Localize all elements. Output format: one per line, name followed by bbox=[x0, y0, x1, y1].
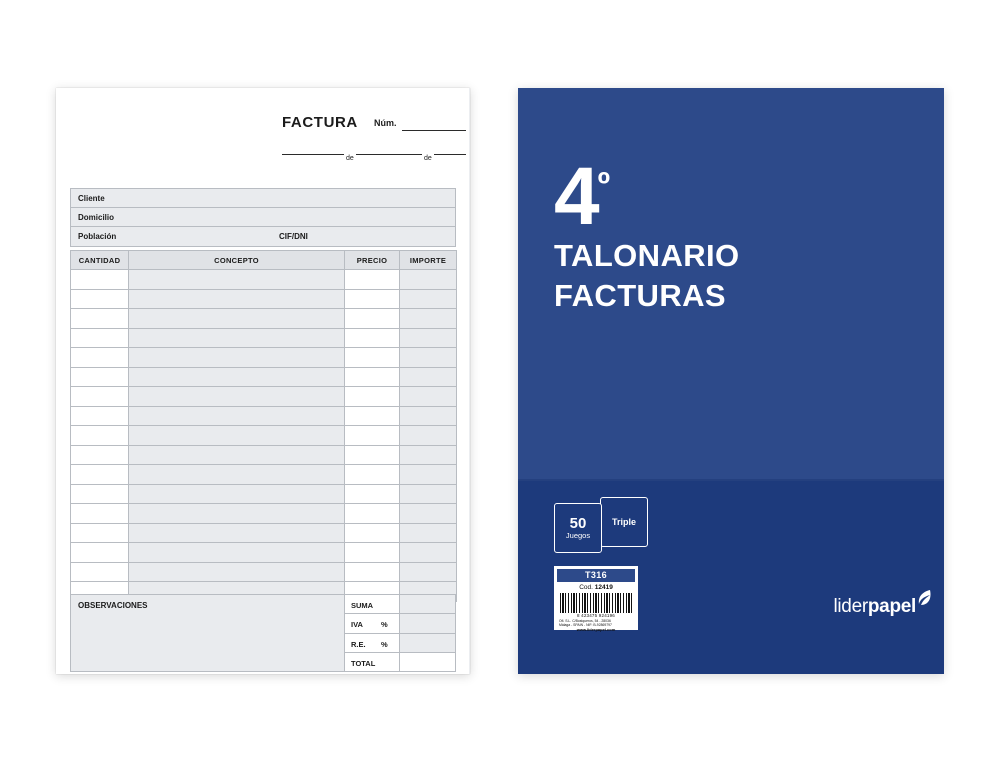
observations-box bbox=[70, 594, 345, 672]
cell-precio bbox=[345, 562, 400, 582]
date-year-rule bbox=[434, 154, 466, 155]
table-row bbox=[71, 328, 457, 348]
cell-importe bbox=[400, 562, 457, 582]
cell-cantidad bbox=[71, 504, 129, 524]
cell-cantidad bbox=[71, 523, 129, 543]
cover-title bbox=[554, 236, 740, 315]
barcode-icon bbox=[560, 593, 632, 613]
table-row bbox=[71, 426, 457, 446]
cell-importe bbox=[400, 465, 457, 485]
cell-precio bbox=[345, 348, 400, 368]
cell-precio bbox=[345, 328, 400, 348]
col-importe: IMPORTE bbox=[400, 251, 457, 270]
table-row bbox=[71, 406, 457, 426]
totals-row-total bbox=[345, 653, 455, 671]
cell-importe bbox=[400, 289, 457, 309]
cell-precio bbox=[345, 426, 400, 446]
cell-concepto bbox=[129, 504, 345, 524]
totals-row-iva bbox=[345, 614, 455, 633]
cell-importe bbox=[400, 523, 457, 543]
cell-precio bbox=[345, 484, 400, 504]
cell-concepto bbox=[129, 348, 345, 368]
cell-precio bbox=[345, 367, 400, 387]
cell-importe bbox=[400, 543, 457, 563]
product-label bbox=[554, 566, 638, 633]
col-precio: PRECIO bbox=[345, 251, 400, 270]
cell-cantidad bbox=[71, 309, 129, 329]
table-row bbox=[71, 523, 457, 543]
badge-copies-label: Triple bbox=[611, 517, 636, 527]
cell-precio bbox=[345, 465, 400, 485]
date-month-rule bbox=[356, 154, 422, 155]
cell-cantidad bbox=[71, 406, 129, 426]
barcode-digits: 8 423475 924196 bbox=[576, 613, 616, 618]
cell-concepto bbox=[129, 465, 345, 485]
cover-size-number bbox=[554, 151, 611, 242]
cell-cantidad bbox=[71, 387, 129, 407]
cell-concepto bbox=[129, 523, 345, 543]
label-cliente: Cliente bbox=[78, 194, 105, 203]
cell-precio bbox=[345, 504, 400, 524]
company-address-line2: Málaga - SPAIN - NIF: B-92869797 bbox=[559, 623, 612, 628]
totals-label: R.E. bbox=[351, 639, 366, 649]
cover-title-line1: TALONARIO bbox=[554, 238, 740, 273]
cell-concepto bbox=[129, 426, 345, 446]
cell-cantidad bbox=[71, 348, 129, 368]
totals-label-cell bbox=[345, 634, 400, 652]
totals-row-suma bbox=[345, 595, 455, 614]
cell-concepto bbox=[129, 289, 345, 309]
table-row bbox=[71, 387, 457, 407]
cell-precio bbox=[345, 270, 400, 290]
cell-cantidad bbox=[71, 289, 129, 309]
totals-percent-symbol: % bbox=[381, 620, 388, 630]
totals-value-cell bbox=[400, 595, 455, 613]
totals-label-cell bbox=[345, 653, 400, 671]
totals-label: IVA bbox=[351, 620, 363, 630]
badge-sets-number: 50 bbox=[569, 515, 587, 532]
invoice-sheet-content bbox=[70, 102, 456, 668]
cell-cantidad bbox=[71, 367, 129, 387]
table-row bbox=[71, 348, 457, 368]
cell-importe bbox=[400, 270, 457, 290]
cell-cantidad bbox=[71, 328, 129, 348]
date-de-label-2: de bbox=[424, 155, 432, 162]
invoice-number-rule bbox=[402, 130, 466, 131]
cell-importe bbox=[400, 426, 457, 446]
cell-concepto bbox=[129, 328, 345, 348]
cell-precio bbox=[345, 543, 400, 563]
cell-importe bbox=[400, 484, 457, 504]
items-table bbox=[70, 250, 457, 602]
cell-concepto bbox=[129, 367, 345, 387]
cell-concepto bbox=[129, 387, 345, 407]
table-row bbox=[71, 504, 457, 524]
cell-cantidad bbox=[71, 465, 129, 485]
cell-concepto bbox=[129, 406, 345, 426]
cell-precio bbox=[345, 406, 400, 426]
table-row bbox=[71, 270, 457, 290]
product-cod bbox=[557, 582, 635, 593]
cell-importe bbox=[400, 387, 457, 407]
table-row bbox=[71, 562, 457, 582]
items-table-body bbox=[71, 270, 457, 602]
cell-importe bbox=[400, 504, 457, 524]
cod-value: 12419 bbox=[594, 584, 613, 591]
badge-sets bbox=[554, 503, 602, 553]
cell-precio bbox=[345, 523, 400, 543]
items-table-head bbox=[71, 251, 457, 270]
cell-concepto bbox=[129, 543, 345, 563]
cell-precio bbox=[345, 387, 400, 407]
product-cover bbox=[518, 88, 944, 674]
invoice-sheet bbox=[56, 88, 470, 674]
badge-copies bbox=[600, 497, 648, 547]
company-address-line1: Ofi. S.L. C/Bostqueros, 54 - 28036 bbox=[559, 619, 611, 623]
invoice-title: FACTURA bbox=[282, 114, 358, 131]
cell-cantidad bbox=[71, 426, 129, 446]
totals-label: TOTAL bbox=[351, 658, 376, 668]
size-digit: 4 bbox=[554, 151, 598, 242]
label-cif-dni: CIF/DNI bbox=[279, 232, 308, 241]
cell-importe bbox=[400, 328, 457, 348]
table-row bbox=[71, 445, 457, 465]
cell-concepto bbox=[129, 309, 345, 329]
cell-precio bbox=[345, 445, 400, 465]
cell-importe bbox=[400, 309, 457, 329]
table-row bbox=[71, 309, 457, 329]
label-domicilio: Domicilio bbox=[78, 213, 115, 222]
cover-title-line2: FACTURAS bbox=[554, 277, 726, 313]
invoice-footer bbox=[70, 594, 456, 672]
table-row bbox=[71, 484, 457, 504]
label-observaciones: OBSERVACIONES bbox=[78, 601, 148, 610]
cell-importe bbox=[400, 445, 457, 465]
client-block bbox=[70, 188, 456, 247]
company-website: www.liderpapel.com bbox=[576, 627, 616, 633]
perforation-line bbox=[469, 88, 470, 674]
table-row bbox=[71, 465, 457, 485]
badge-sets-label: Juegos bbox=[565, 531, 591, 540]
leaf-icon bbox=[916, 588, 932, 608]
cell-cantidad bbox=[71, 543, 129, 563]
cell-precio bbox=[345, 289, 400, 309]
model-code: T316 bbox=[557, 569, 635, 582]
cell-importe bbox=[400, 406, 457, 426]
cell-concepto bbox=[129, 484, 345, 504]
cell-concepto bbox=[129, 270, 345, 290]
brand-part-1: lider bbox=[833, 596, 868, 617]
brand-logo bbox=[833, 596, 916, 618]
table-row bbox=[71, 289, 457, 309]
totals-label-cell bbox=[345, 614, 400, 632]
table-row bbox=[71, 543, 457, 563]
cell-cantidad bbox=[71, 270, 129, 290]
date-day-rule bbox=[282, 154, 344, 155]
items-header-row bbox=[71, 251, 457, 270]
cover-badges bbox=[554, 497, 674, 553]
totals-box bbox=[345, 594, 456, 672]
cell-concepto bbox=[129, 445, 345, 465]
totals-value-cell bbox=[400, 653, 455, 671]
totals-label-cell bbox=[345, 595, 400, 613]
totals-label: SUMA bbox=[351, 601, 374, 610]
table-row bbox=[71, 367, 457, 387]
totals-percent-symbol: % bbox=[381, 639, 388, 649]
cover-divider bbox=[518, 479, 944, 481]
totals-row-re bbox=[345, 634, 455, 653]
cod-label: Cod. bbox=[579, 584, 593, 591]
cell-cantidad bbox=[71, 484, 129, 504]
client-row-cliente bbox=[71, 189, 455, 208]
client-row-domicilio bbox=[71, 208, 455, 227]
col-concepto: CONCEPTO bbox=[129, 251, 345, 270]
brand-part-2: papel bbox=[867, 596, 916, 617]
invoice-header bbox=[70, 102, 456, 164]
invoice-number-label: Núm. bbox=[374, 118, 397, 128]
size-ordinal: º bbox=[597, 165, 611, 204]
cell-precio bbox=[345, 309, 400, 329]
cell-cantidad bbox=[71, 562, 129, 582]
totals-value-cell bbox=[400, 634, 455, 652]
col-cantidad: CANTIDAD bbox=[71, 251, 129, 270]
cell-importe bbox=[400, 367, 457, 387]
date-de-label-1: de bbox=[346, 155, 354, 162]
cell-concepto bbox=[129, 562, 345, 582]
cell-cantidad bbox=[71, 445, 129, 465]
cell-importe bbox=[400, 348, 457, 368]
totals-value-cell bbox=[400, 614, 455, 632]
label-poblacion: Población bbox=[78, 232, 117, 241]
client-row-poblacion bbox=[71, 227, 455, 246]
